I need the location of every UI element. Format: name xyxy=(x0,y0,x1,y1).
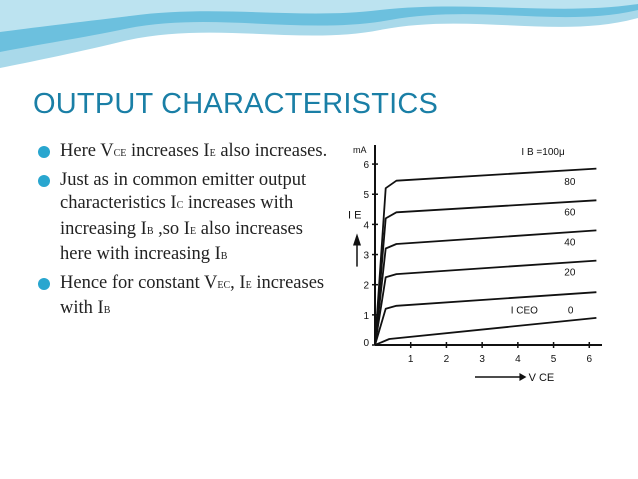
curve-label: 80 xyxy=(564,177,576,189)
x-axis-arrow-head xyxy=(519,373,526,381)
subscript-text: B xyxy=(146,225,154,237)
x-axis-label: V CE xyxy=(528,372,555,384)
bullet-dot-icon xyxy=(38,175,50,187)
output-characteristics-chart xyxy=(340,137,615,387)
y-tick-label: 0 xyxy=(363,338,369,349)
bullet-text-run: increases I xyxy=(126,141,210,161)
slide-title: OUTPUT CHARACTERISTICS xyxy=(33,88,439,120)
y-unit-label: mA xyxy=(353,145,367,155)
curve-label: 20 xyxy=(564,267,576,279)
x-tick-label: 6 xyxy=(586,354,593,365)
curve-2 xyxy=(375,230,596,345)
bullet-text xyxy=(60,141,327,161)
bullet-text-run: Hence for constant V xyxy=(60,273,218,294)
bullet-item xyxy=(36,169,336,268)
subscript-text: E xyxy=(209,148,216,159)
subscript-text: CE xyxy=(113,148,127,159)
bullet-text-run: also increases here with increasing I xyxy=(60,218,303,264)
subscript-text: E xyxy=(189,225,197,237)
x-tick-label: 3 xyxy=(479,354,485,365)
bullet-dot-icon xyxy=(38,146,50,158)
chart-curves xyxy=(375,169,596,345)
bullet-text-run: also increases. xyxy=(215,141,328,161)
subscript-text: EC xyxy=(217,280,231,292)
bullet-text xyxy=(60,273,324,318)
x-tick-label: 2 xyxy=(443,354,450,365)
bullet-list xyxy=(36,140,336,326)
bullet-text xyxy=(60,170,306,264)
subscript-text: B xyxy=(220,250,228,262)
bullet-text-run: Just as in common emitter output characteristics I xyxy=(60,170,307,214)
curve-0 xyxy=(375,169,596,345)
bullet-text-run: increases with increasing I xyxy=(60,193,294,239)
bullet-item xyxy=(36,272,336,322)
x-tick-label: 4 xyxy=(515,354,521,365)
y-tick-label: 2 xyxy=(363,280,369,292)
subscript-text: E xyxy=(245,280,252,292)
curve-label: 0 xyxy=(567,305,574,317)
bullet-text-run: Here V xyxy=(60,141,114,161)
bullet-dot-icon xyxy=(38,278,50,290)
y-tick-label: 5 xyxy=(363,190,369,202)
y-tick-label: 1 xyxy=(363,310,369,322)
y-axis-label: I E xyxy=(348,209,362,222)
y-axis-arrow-head xyxy=(353,233,361,245)
bullet-text-run: increases with I xyxy=(60,273,325,319)
curve-label: 40 xyxy=(564,237,576,249)
subscript-text: C xyxy=(176,200,184,212)
x-tick-label: 1 xyxy=(407,354,414,365)
curve-label: 60 xyxy=(564,207,576,219)
y-tick-label: 4 xyxy=(363,220,369,232)
curve-5 xyxy=(375,318,596,345)
header-wave-decoration xyxy=(0,0,638,80)
curve-label: I B =100μ xyxy=(521,147,565,159)
curve-3 xyxy=(375,261,596,345)
bullet-text-run: , I xyxy=(230,273,246,294)
bullet-text-run: ,so I xyxy=(153,218,190,239)
y-tick-label: 6 xyxy=(363,160,369,172)
curve-label: I CEO xyxy=(510,305,538,317)
subscript-text: B xyxy=(103,305,111,317)
bullet-item xyxy=(36,140,336,165)
x-tick-label: 5 xyxy=(550,354,557,365)
y-tick-label: 3 xyxy=(363,250,369,262)
